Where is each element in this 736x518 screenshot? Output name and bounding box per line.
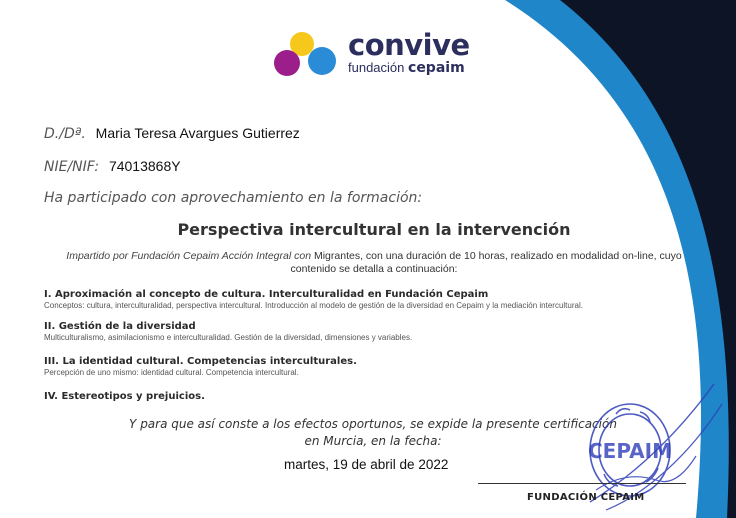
brand-sub-prefix: fundación xyxy=(348,60,405,75)
course-intro xyxy=(52,250,696,276)
module-description: Conceptos: cultura, interculturalidad, perspectiva intercultural. Introducción al modelo de gestión de la diversidad en Cepaim y la mediación intercultural. xyxy=(44,301,583,310)
recipient-name-label: D./Dª. xyxy=(44,126,86,142)
brand-name: convive xyxy=(348,28,470,62)
recipient-id-label: NIE/NIF: xyxy=(44,159,100,175)
module-item xyxy=(44,355,704,378)
recipient-id-value: 74013868Y xyxy=(108,158,181,174)
module-title: III. La identidad cultural. Competencias interculturales. xyxy=(44,356,357,367)
module-title: II. Gestión de la diversidad xyxy=(44,321,196,332)
recipient-name-value: Maria Teresa Avargues Gutierrez xyxy=(95,125,300,141)
module-title: IV. Estereotipos y prejuicios. xyxy=(44,391,205,402)
closing-line-1: Y para que así conste a los efectos oportunos, se expide la presente certificación xyxy=(129,417,617,431)
module-title: I. Aproximación al concepto de cultura. Interculturalidad en Fundación Cepaim xyxy=(44,289,489,300)
course-title: Perspectiva intercultural en la intervención xyxy=(177,220,571,239)
closing-statement xyxy=(110,416,636,450)
brand-sub-name: cepaim xyxy=(408,60,465,76)
signature-organization: FUNDACIÓN CEPAIM xyxy=(527,492,645,503)
signature-line xyxy=(478,483,686,484)
closing-line-2: en Murcia, en la fecha: xyxy=(304,434,442,448)
module-description: Multiculturalismo, asimilacionismo e interculturalidad. Gestión de la diversidad, dimensiones y variables. xyxy=(44,333,413,342)
intro-plain: Migrantes, con una duración de 10 horas, realizado en modalidad on-line, cuyo contenido se detalla a continuación: xyxy=(290,250,682,275)
participation-statement: Ha participado con aprovechamiento en la formación: xyxy=(44,190,423,206)
recipient-id-row xyxy=(44,158,181,175)
logo-circles-icon xyxy=(270,28,344,80)
issue-date: martes, 19 de abril de 2022 xyxy=(284,457,449,472)
stamp-text: CEPAIM xyxy=(588,439,672,463)
module-item xyxy=(44,320,704,343)
recipient-name-row xyxy=(44,125,300,142)
module-item xyxy=(44,288,704,311)
brand-subtitle xyxy=(348,60,465,76)
intro-italic: Impartido por Fundación Cepaim Acción Integral con xyxy=(66,250,312,262)
convive-logo xyxy=(270,28,490,80)
module-description: Percepción de uno mismo: identidad cultural. Competencia intercultural. xyxy=(44,368,299,377)
